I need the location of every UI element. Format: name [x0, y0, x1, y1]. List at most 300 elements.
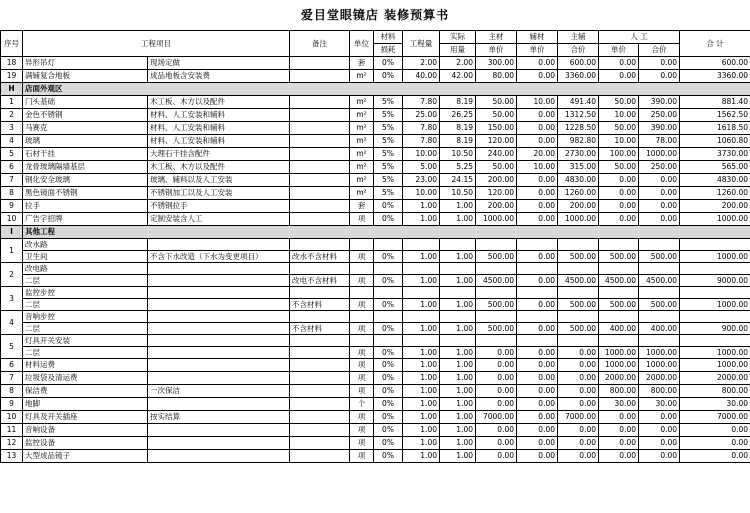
- cell-item: 监控设备: [23, 437, 148, 450]
- table-row: [1, 213, 750, 226]
- table-row: [1, 161, 750, 174]
- header-aux-bottom: 单价: [517, 44, 558, 57]
- cell-labor-price: 2000.00: [599, 372, 639, 385]
- header-seq: 序号: [1, 31, 23, 57]
- table-row: [1, 347, 750, 359]
- group-row: [1, 335, 750, 347]
- table-row: [1, 174, 750, 187]
- cell-qty: 7.80: [403, 122, 440, 135]
- cell-item: 门头基础: [23, 96, 148, 109]
- cell-main-price: 0.00: [476, 347, 517, 359]
- cell-unit: 套: [350, 200, 374, 213]
- cell-aux-price: 0.00: [517, 450, 558, 463]
- cell-item: 卫生间: [23, 251, 148, 263]
- empty-cell: [599, 335, 639, 347]
- section-row: [1, 83, 750, 96]
- cell-main-price: 0.00: [476, 372, 517, 385]
- cell-desc: [148, 323, 290, 335]
- cell-labor-price: 1000.00: [599, 347, 639, 359]
- cell-item: 二层: [23, 323, 148, 335]
- table-row: [1, 323, 750, 335]
- cell-labor-total: 500.00: [639, 299, 680, 311]
- cell-remark: [290, 437, 350, 450]
- cell-aux-price: 0.00: [517, 187, 558, 200]
- empty-cell: [350, 239, 374, 251]
- cell-item: 钢化安全玻璃: [23, 174, 148, 187]
- cell-total: 565.00: [680, 161, 750, 174]
- cell-remark: [290, 450, 350, 463]
- cell-total: 1000.00: [680, 213, 750, 226]
- empty-cell: [290, 335, 350, 347]
- cell-desc: 木工板、木方以及配件: [148, 161, 290, 174]
- cell-labor-total: 500.00: [639, 251, 680, 263]
- cell-remark: [290, 347, 350, 359]
- cell-qty: 1.00: [403, 213, 440, 226]
- cell-seq: 4: [1, 311, 23, 335]
- empty-cell: [440, 263, 476, 275]
- cell-qty: 1.00: [403, 411, 440, 424]
- header-actual-bottom: 用量: [440, 44, 476, 57]
- cell-actual: 8.19: [440, 135, 476, 148]
- cell-remark: [290, 372, 350, 385]
- empty-cell: [680, 311, 750, 323]
- header-loss-top: 材料: [374, 31, 403, 44]
- cell-aux-price: 0.00: [517, 57, 558, 70]
- cell-main-price: 4500.00: [476, 275, 517, 287]
- empty-cell: [403, 311, 440, 323]
- empty-cell: [403, 239, 440, 251]
- cell-unit: m²: [350, 96, 374, 109]
- cell-labor-price: 10.00: [599, 135, 639, 148]
- cell-mainaux-total: 982.80: [558, 135, 599, 148]
- cell-total: 800.00: [680, 385, 750, 398]
- table-row: [1, 385, 750, 398]
- cell-unit: 项: [350, 323, 374, 335]
- cell-seq: 2: [1, 109, 23, 122]
- cell-unit: m²: [350, 135, 374, 148]
- cell-total: 900.00: [680, 323, 750, 335]
- cell-main-price: 500.00: [476, 323, 517, 335]
- empty-cell: [148, 263, 290, 275]
- cell-labor-total: 1000.00: [639, 148, 680, 161]
- cell-unit: 项: [350, 411, 374, 424]
- cell-unit: m²: [350, 70, 374, 83]
- table-row: [1, 96, 750, 109]
- cell-mainaux-total: 491.40: [558, 96, 599, 109]
- table-row: [1, 275, 750, 287]
- empty-cell: [680, 239, 750, 251]
- section-label: 其他工程: [23, 226, 750, 239]
- cell-labor-total: 0.00: [639, 437, 680, 450]
- header-remark: 备注: [290, 31, 350, 57]
- cell-unit: 项: [350, 385, 374, 398]
- cell-qty: 1.00: [403, 437, 440, 450]
- empty-cell: [599, 311, 639, 323]
- cell-aux-price: 0.00: [517, 275, 558, 287]
- cell-main-price: 500.00: [476, 299, 517, 311]
- table-body: [1, 57, 750, 463]
- header-mainaux-top: 主辅: [558, 31, 599, 44]
- table-row: [1, 122, 750, 135]
- cell-desc: [148, 275, 290, 287]
- cell-aux-price: 0.00: [517, 135, 558, 148]
- cell-loss: 5%: [374, 135, 403, 148]
- empty-cell: [350, 263, 374, 275]
- cell-mainaux-total: 0.00: [558, 450, 599, 463]
- cell-seq: 5: [1, 148, 23, 161]
- group-label: 改水路: [23, 239, 148, 251]
- cell-loss: 0%: [374, 437, 403, 450]
- header-aux-top: 辅材: [517, 31, 558, 44]
- empty-cell: [639, 311, 680, 323]
- cell-loss: 0%: [374, 385, 403, 398]
- header-labor-price: 单价: [599, 44, 639, 57]
- cell-actual: 1.00: [440, 385, 476, 398]
- cell-labor-price: 400.00: [599, 323, 639, 335]
- cell-main-price: 200.00: [476, 174, 517, 187]
- cell-qty: 1.00: [403, 450, 440, 463]
- cell-labor-total: 0.00: [639, 187, 680, 200]
- cell-remark: [290, 70, 350, 83]
- table-row: [1, 411, 750, 424]
- cell-seq: 10: [1, 411, 23, 424]
- cell-labor-price: 500.00: [599, 299, 639, 311]
- cell-main-price: 150.00: [476, 122, 517, 135]
- empty-cell: [558, 263, 599, 275]
- cell-aux-price: 0.00: [517, 359, 558, 372]
- cell-seq: 9: [1, 200, 23, 213]
- empty-cell: [558, 311, 599, 323]
- cell-labor-total: 0.00: [639, 213, 680, 226]
- empty-cell: [517, 239, 558, 251]
- cell-main-price: 0.00: [476, 424, 517, 437]
- cell-unit: 套: [350, 57, 374, 70]
- cell-loss: 5%: [374, 109, 403, 122]
- cell-loss: 0%: [374, 398, 403, 411]
- cell-total: 1060.80: [680, 135, 750, 148]
- empty-cell: [440, 287, 476, 299]
- cell-total: 3730.00: [680, 148, 750, 161]
- cell-unit: 个: [350, 398, 374, 411]
- cell-item: 拉手: [23, 200, 148, 213]
- cell-actual: 26.25: [440, 109, 476, 122]
- cell-seq: 7: [1, 174, 23, 187]
- cell-labor-price: 0.00: [599, 213, 639, 226]
- cell-actual: 8.19: [440, 122, 476, 135]
- cell-labor-total: 78.00: [639, 135, 680, 148]
- cell-loss: 5%: [374, 96, 403, 109]
- cell-main-price: 80.00: [476, 70, 517, 83]
- cell-labor-total: 0.00: [639, 424, 680, 437]
- cell-desc: 材料、人工安装和辅料: [148, 122, 290, 135]
- cell-total: 1260.00: [680, 187, 750, 200]
- cell-remark: 不含材料: [290, 323, 350, 335]
- empty-cell: [517, 335, 558, 347]
- cell-item: 广告字招牌: [23, 213, 148, 226]
- cell-mainaux-total: 500.00: [558, 251, 599, 263]
- header-unit: 单位: [350, 31, 374, 57]
- cell-main-price: 7000.00: [476, 411, 517, 424]
- empty-cell: [476, 263, 517, 275]
- cell-desc: 一次保洁: [148, 385, 290, 398]
- table-row: [1, 359, 750, 372]
- cell-remark: 不含材料: [290, 299, 350, 311]
- cell-seq: 18: [1, 57, 23, 70]
- cell-labor-price: 0.00: [599, 187, 639, 200]
- cell-mainaux-total: 500.00: [558, 323, 599, 335]
- cell-desc: [148, 299, 290, 311]
- empty-cell: [440, 239, 476, 251]
- cell-item: 大型成品镜子: [23, 450, 148, 463]
- cell-total: 4830.00: [680, 174, 750, 187]
- cell-qty: 1.00: [403, 359, 440, 372]
- cell-seq: 8: [1, 187, 23, 200]
- empty-cell: [374, 311, 403, 323]
- header-main-top: 主材: [476, 31, 517, 44]
- cell-total: 0.00: [680, 437, 750, 450]
- cell-desc: 定制安装含人工: [148, 213, 290, 226]
- cell-desc: [148, 347, 290, 359]
- cell-loss: 5%: [374, 161, 403, 174]
- empty-cell: [403, 335, 440, 347]
- cell-main-price: 0.00: [476, 437, 517, 450]
- cell-desc: [148, 398, 290, 411]
- cell-mainaux-total: 2730.00: [558, 148, 599, 161]
- cell-unit: 项: [350, 372, 374, 385]
- cell-aux-price: 0.00: [517, 70, 558, 83]
- cell-mainaux-total: 315.00: [558, 161, 599, 174]
- cell-mainaux-total: 0.00: [558, 372, 599, 385]
- cell-item: 满铺复合地板: [23, 70, 148, 83]
- cell-mainaux-total: 0.00: [558, 437, 599, 450]
- group-label: 音响步控: [23, 311, 148, 323]
- cell-main-price: 1000.00: [476, 213, 517, 226]
- cell-total: 881.40: [680, 96, 750, 109]
- cell-qty: 10.00: [403, 148, 440, 161]
- cell-seq: 6: [1, 359, 23, 372]
- cell-total: 3360.00: [680, 70, 750, 83]
- cell-unit: m²: [350, 148, 374, 161]
- cell-total: 1000.00: [680, 299, 750, 311]
- empty-cell: [558, 287, 599, 299]
- empty-cell: [290, 263, 350, 275]
- cell-qty: 1.00: [403, 200, 440, 213]
- cell-labor-total: 1000.00: [639, 347, 680, 359]
- group-row: [1, 287, 750, 299]
- section-seq: H: [1, 83, 23, 96]
- cell-labor-total: 390.00: [639, 96, 680, 109]
- cell-qty: 7.80: [403, 135, 440, 148]
- cell-qty: 2.00: [403, 57, 440, 70]
- table-row: [1, 57, 750, 70]
- cell-mainaux-total: 600.00: [558, 57, 599, 70]
- cell-remark: [290, 200, 350, 213]
- cell-labor-total: 0.00: [639, 200, 680, 213]
- empty-cell: [639, 335, 680, 347]
- cell-seq: 7: [1, 372, 23, 385]
- cell-total: 2000.00: [680, 372, 750, 385]
- cell-mainaux-total: 1228.50: [558, 122, 599, 135]
- cell-actual: 1.00: [440, 299, 476, 311]
- cell-actual: 10.50: [440, 148, 476, 161]
- cell-actual: 1.00: [440, 323, 476, 335]
- cell-item: 地脚: [23, 398, 148, 411]
- table-header: [1, 31, 750, 57]
- empty-cell: [374, 287, 403, 299]
- cell-main-price: 120.00: [476, 187, 517, 200]
- cell-labor-price: 0.00: [599, 70, 639, 83]
- cell-seq: 10: [1, 213, 23, 226]
- cell-remark: [290, 109, 350, 122]
- cell-mainaux-total: 0.00: [558, 398, 599, 411]
- cell-aux-price: 0.00: [517, 251, 558, 263]
- cell-labor-price: 10.00: [599, 109, 639, 122]
- cell-mainaux-total: 500.00: [558, 299, 599, 311]
- cell-aux-price: 0.00: [517, 299, 558, 311]
- empty-cell: [290, 311, 350, 323]
- cell-seq: 8: [1, 385, 23, 398]
- cell-desc: 材料、人工安装和辅料: [148, 109, 290, 122]
- cell-desc: 木工板、木方以及配件: [148, 96, 290, 109]
- cell-loss: 0%: [374, 57, 403, 70]
- cell-main-price: 300.00: [476, 57, 517, 70]
- cell-seq: 13: [1, 450, 23, 463]
- cell-total: 1618.50: [680, 122, 750, 135]
- cell-loss: 0%: [374, 299, 403, 311]
- cell-desc: [148, 450, 290, 463]
- empty-cell: [440, 335, 476, 347]
- cell-seq: 19: [1, 70, 23, 83]
- cell-labor-price: 4500.00: [599, 275, 639, 287]
- cell-actual: 1.00: [440, 372, 476, 385]
- cell-labor-price: 800.00: [599, 385, 639, 398]
- cell-item: 马赛克: [23, 122, 148, 135]
- cell-total: 600.00: [680, 57, 750, 70]
- cell-unit: 项: [350, 437, 374, 450]
- cell-labor-total: 0.00: [639, 57, 680, 70]
- header-labor-total: 合价: [639, 44, 680, 57]
- cell-actual: 1.00: [440, 411, 476, 424]
- empty-cell: [599, 239, 639, 251]
- cell-aux-price: 20.00: [517, 148, 558, 161]
- cell-loss: 0%: [374, 323, 403, 335]
- cell-labor-total: 0.00: [639, 174, 680, 187]
- cell-seq: 5: [1, 335, 23, 359]
- cell-actual: 1.00: [440, 200, 476, 213]
- cell-aux-price: 10.00: [517, 161, 558, 174]
- empty-cell: [476, 335, 517, 347]
- cell-aux-price: 0.00: [517, 174, 558, 187]
- cell-unit: 项: [350, 213, 374, 226]
- cell-desc: 玻璃、辅料以及人工安装: [148, 174, 290, 187]
- cell-total: 30.00: [680, 398, 750, 411]
- empty-cell: [639, 263, 680, 275]
- cell-seq: 9: [1, 398, 23, 411]
- cell-actual: 1.00: [440, 251, 476, 263]
- cell-unit: m²: [350, 122, 374, 135]
- cell-labor-price: 100.00: [599, 148, 639, 161]
- cell-unit: 项: [350, 299, 374, 311]
- cell-total: 1000.00: [680, 347, 750, 359]
- cell-mainaux-total: 0.00: [558, 359, 599, 372]
- cell-labor-price: 0.00: [599, 174, 639, 187]
- cell-desc: [148, 437, 290, 450]
- cell-main-price: 50.00: [476, 109, 517, 122]
- cell-remark: 改水不含材料: [290, 251, 350, 263]
- empty-cell: [148, 311, 290, 323]
- cell-main-price: 50.00: [476, 161, 517, 174]
- cell-main-price: 0.00: [476, 385, 517, 398]
- cell-aux-price: 0.00: [517, 347, 558, 359]
- empty-cell: [680, 287, 750, 299]
- table-row: [1, 251, 750, 263]
- cell-labor-total: 2000.00: [639, 372, 680, 385]
- cell-main-price: 120.00: [476, 135, 517, 148]
- cell-actual: 1.00: [440, 450, 476, 463]
- section-label: 店面外观区: [23, 83, 750, 96]
- cell-labor-total: 0.00: [639, 411, 680, 424]
- cell-loss: 5%: [374, 122, 403, 135]
- cell-main-price: 0.00: [476, 398, 517, 411]
- cell-labor-price: 50.00: [599, 122, 639, 135]
- empty-cell: [350, 287, 374, 299]
- cell-actual: 2.00: [440, 57, 476, 70]
- empty-cell: [476, 239, 517, 251]
- header-qty: 工程量: [403, 31, 440, 57]
- cell-unit: m²: [350, 109, 374, 122]
- empty-cell: [350, 311, 374, 323]
- cell-labor-total: 390.00: [639, 122, 680, 135]
- cell-remark: [290, 424, 350, 437]
- cell-actual: 1.00: [440, 437, 476, 450]
- cell-unit: 项: [350, 450, 374, 463]
- cell-remark: [290, 187, 350, 200]
- cell-remark: [290, 174, 350, 187]
- cell-qty: 1.00: [403, 398, 440, 411]
- cell-qty: 10.00: [403, 187, 440, 200]
- cell-unit: 项: [350, 275, 374, 287]
- cell-qty: 1.00: [403, 323, 440, 335]
- cell-aux-price: 0.00: [517, 200, 558, 213]
- cell-loss: 0%: [374, 359, 403, 372]
- empty-cell: [639, 287, 680, 299]
- cell-aux-price: 0.00: [517, 323, 558, 335]
- cell-unit: 项: [350, 424, 374, 437]
- cell-labor-total: 0.00: [639, 450, 680, 463]
- cell-mainaux-total: 7000.00: [558, 411, 599, 424]
- cell-mainaux-total: 4830.00: [558, 174, 599, 187]
- cell-qty: 1.00: [403, 424, 440, 437]
- cell-desc: [148, 372, 290, 385]
- cell-actual: 8.19: [440, 96, 476, 109]
- cell-loss: 0%: [374, 450, 403, 463]
- group-label: 改电路: [23, 263, 148, 275]
- header-item: 工程项目: [23, 31, 290, 57]
- cell-unit: m²: [350, 174, 374, 187]
- cell-loss: 5%: [374, 174, 403, 187]
- cell-actual: 10.50: [440, 187, 476, 200]
- empty-cell: [517, 263, 558, 275]
- cell-labor-total: 1000.00: [639, 359, 680, 372]
- table-row: [1, 450, 750, 463]
- cell-unit: m²: [350, 161, 374, 174]
- cell-item: 二层: [23, 275, 148, 287]
- group-row: [1, 311, 750, 323]
- cell-aux-price: 0.00: [517, 372, 558, 385]
- table-row: [1, 200, 750, 213]
- cell-remark: [290, 148, 350, 161]
- group-label: 监控步控: [23, 287, 148, 299]
